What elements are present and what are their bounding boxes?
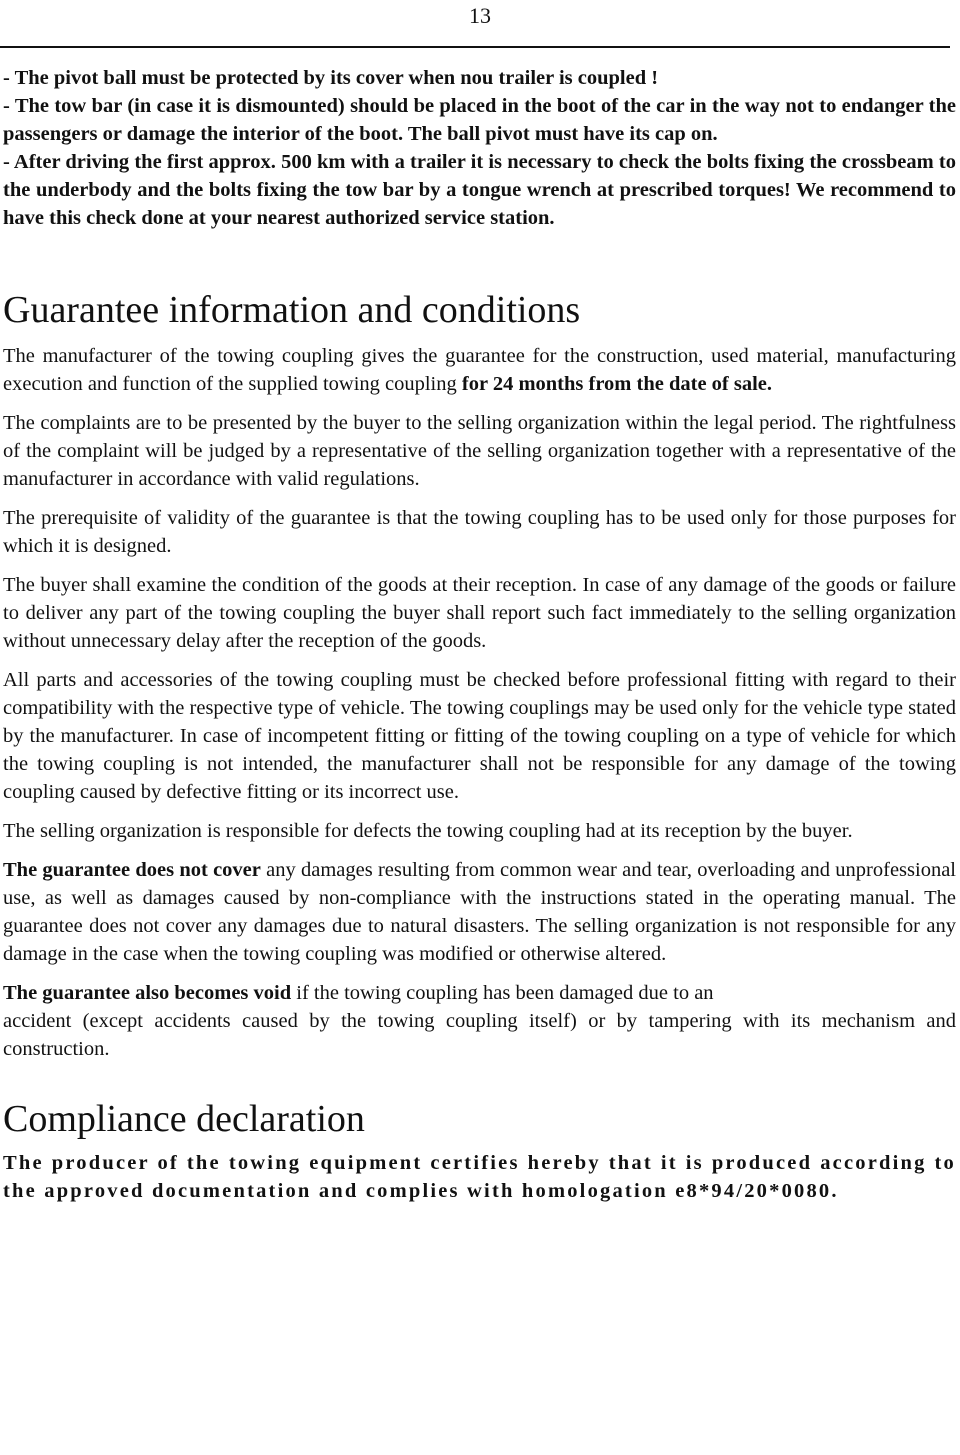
guarantee-paragraph: All parts and accessories of the towing coupling must be checked before professional fitting with regard to their compatibility with the respective type of vehicle. The towing couplings may be used only for the vehicle type stated by the manufacturer. In case of incompetent fitting or fitting of the towing coupling on a type of vehicle for which the towing coupling is not intended, the manufacturer shall not be responsible for any damage of the towing coupling caused by defective fitting or its incorrect use. [3, 669, 956, 803]
note-item: - After driving the first approx. 500 km with a trailer it is necessary to check the bolts fixing the crossbeam to the underbody and the bolts fixing the tow bar by a tongue wrench at prescribed torques! We recommend to have this check done at your nearest authorized service station. [3, 151, 956, 229]
paragraph-text: The manufacturer of the towing coupling gives the guarantee for the construction, used material, manufacturing execution and function of the supplied towing coupling [3, 345, 956, 395]
guarantee-paragraph: The buyer shall examine the condition of the goods at their reception. In case of any damage of the goods or failure to deliver any part of the towing coupling the buyer shall report such fact immediately to the selling organization without unnecessary delay after the reception of the goods. [3, 574, 956, 652]
emphasis: The guarantee also becomes void [3, 982, 292, 1004]
guarantee-paragraph [3, 979, 956, 1007]
paragraph-text: any damages resulting from common wear and tear, overloading and unprofessional use, as well as damages caused by non-compliance with the instructions stated in the operating manual. The guarantee does not cover any damages due to natural disasters. The selling organization is not responsible for any damage in the case when the towing coupling was modified or otherwise altered. [3, 859, 956, 965]
guarantee-paragraph: The selling organization is responsible for defects the towing coupling had at its reception by the buyer. [3, 820, 853, 842]
guarantee-paragraph: The complaints are to be presented by the buyer to the selling organization within the legal period. The rightfulness of the complaint will be judged by a representative of the selling organization together with a representative of the manufacturer in accordance with valid regulations. [3, 412, 956, 490]
guarantee-paragraph [3, 342, 956, 398]
guarantee-paragraph: The prerequisite of validity of the guarantee is that the towing coupling has to be used only for those purposes for which it is designed. [3, 507, 956, 557]
note-item: - The tow bar (in case it is dismounted) should be placed in the boot of the car in the way not to endanger the passengers or damage the interior of the boot. The ball pivot must have its cap on. [3, 95, 956, 145]
emphasis: The guarantee does not cover [3, 859, 261, 881]
document-body [3, 64, 956, 1205]
paragraph-text: if the towing coupling has been damaged due to an [291, 982, 714, 1004]
header-rule [0, 46, 950, 48]
notes-list [3, 64, 956, 232]
compliance-heading: Compliance declaration [3, 1098, 365, 1140]
guarantee-section [3, 342, 956, 1063]
guarantee-paragraph: accident (except accidents caused by the towing coupling itself) or by tampering with its mechanism and construction. [3, 1010, 956, 1060]
page-number: 13 [469, 3, 491, 28]
guarantee-period: for 24 months from the date of sale. [461, 373, 773, 395]
guarantee-heading: Guarantee information and conditions [3, 289, 581, 331]
guarantee-paragraph [3, 856, 956, 968]
compliance-text: The producer of the towing equipment certifies hereby that it is produced according to the approved documentation and complies with homologation e8*94/20*0080. [3, 1152, 956, 1202]
note-item: - The pivot ball must be protected by its cover when nou trailer is coupled ! [3, 67, 659, 89]
